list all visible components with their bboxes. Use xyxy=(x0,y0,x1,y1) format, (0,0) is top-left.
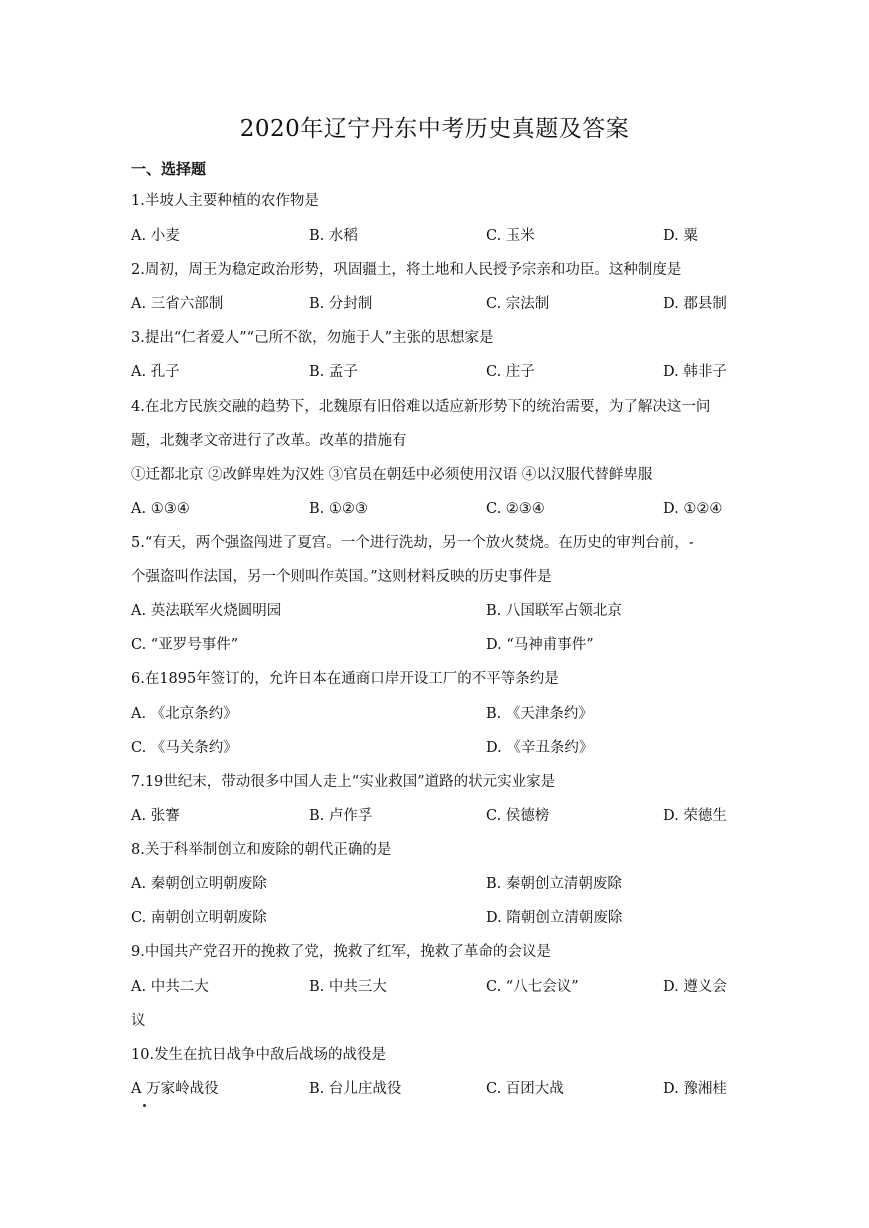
question-1-option-b: B. 水稻 xyxy=(309,228,358,244)
question-10-option-b: B. 台儿庄战役 xyxy=(309,1081,402,1097)
question-9-stem: 9.中国共产党召开的挽救了党，挽救了红军，挽救了革命的会议是 xyxy=(131,944,551,960)
question-3-option-d: D. 韩非子 xyxy=(663,364,727,380)
question-4-option-c: C. ②③④ xyxy=(486,501,545,517)
question-8-stem: 8.关于科举制创立和废除的朝代正确的是 xyxy=(131,842,392,858)
question-1-stem: 1.半坡人主要种植的农作物是 xyxy=(131,193,319,209)
question-2-option-c: C. 宗法制 xyxy=(486,296,550,312)
question-10-option-d: D. 豫湘桂 xyxy=(663,1081,727,1097)
question-5-option-c: C. “亚罗号事件” xyxy=(131,637,239,653)
question-9-option-d: D. 遵义会 xyxy=(663,979,727,995)
question-1-option-c: C. 玉米 xyxy=(486,228,535,244)
question-2-option-b: B. 分封制 xyxy=(309,296,373,312)
question-6-option-a: A. 《北京条约》 xyxy=(131,706,238,722)
question-6-stem: 6.在1895年签订的，允许日本在通商口岸开设工厂的不平等条约是 xyxy=(131,671,559,687)
question-8-option-c: C. 南朝创立明朝废除 xyxy=(131,910,267,926)
question-2-stem: 2.周初，周王为稳定政治形势，巩固疆土，将土地和人民授予宗亲和功臣。这种制度是 xyxy=(131,262,682,278)
question-6-option-d: D. 《辛丑条约》 xyxy=(486,740,594,756)
question-6-option-b: B. 《天津条约》 xyxy=(486,706,593,722)
question-9-option-d-wrap: 议 xyxy=(131,1013,146,1029)
question-5-option-b: B. 八国联军占领北京 xyxy=(486,603,622,619)
question-4-option-d: D. ①②④ xyxy=(663,501,723,517)
question-3-option-c: C. 庄子 xyxy=(486,364,535,380)
question-10-option-a: A 万家岭战役 xyxy=(131,1081,219,1097)
question-5-stem-line-2: 个强盗叫作法国，另一个则叫作英国。”这则材料反映的历史事件是 xyxy=(131,569,552,585)
question-7-stem: 7.19世纪末，带动很多中国人走上“实业救国”道路的状元实业家是 xyxy=(131,774,556,790)
question-7-option-d: D. 荣德生 xyxy=(663,808,727,824)
question-4-stem-line-1: 4.在北方民族交融的趋势下，北魏原有旧俗难以适应新形势下的统治需要，为了解决这一问 xyxy=(131,399,711,415)
question-4-stem-line-2: 题，北魏孝文帝进行了改革。改革的措施有 xyxy=(131,433,407,449)
question-5-option-a: A. 英法联军火烧圆明园 xyxy=(131,603,282,619)
question-1-option-d: D. 粟 xyxy=(663,228,698,244)
question-5-option-d: D. “马神甫事件” xyxy=(486,637,594,653)
question-4-option-b: B. ①②③ xyxy=(309,501,368,517)
question-9-option-b: B. 中共三大 xyxy=(309,979,387,995)
question-8-option-d: D. 隋朝创立清朝废除 xyxy=(486,910,623,926)
section-heading: 一、选择题 xyxy=(131,160,207,178)
question-1-option-a: A. 小麦 xyxy=(131,228,180,244)
question-8-option-b: B. 秦朝创立清朝废除 xyxy=(486,876,622,892)
stray-dot-mark xyxy=(143,1104,146,1107)
question-6-option-c: C. 《马关条约》 xyxy=(131,740,238,756)
question-3-option-a: A. 孔子 xyxy=(131,364,180,380)
question-10-stem: 10.发生在抗日战争中敌后战场的战役是 xyxy=(131,1047,387,1063)
question-2-option-a: A. 三省六部制 xyxy=(131,296,224,312)
question-7-option-a: A. 张謇 xyxy=(131,808,180,824)
question-9-option-c: C. “八七会议” xyxy=(486,979,579,995)
question-8-option-a: A. 秦朝创立明朝废除 xyxy=(131,876,267,892)
question-3-stem: 3.提出“仁者爱人”“己所不欲，勿施于人”主张的思想家是 xyxy=(131,330,494,346)
question-4-items: ①迁都北京 ②改鲜卑姓为汉姓 ③官员在朝廷中必须使用汉语 ④以汉服代替鲜卑服 xyxy=(131,467,653,483)
page-title: 2020年辽宁丹东中考历史真题及答案 xyxy=(239,116,630,142)
question-7-option-c: C. 侯德榜 xyxy=(486,808,550,824)
question-9-option-a: A. 中共二大 xyxy=(131,979,209,995)
question-2-option-d: D. 郡县制 xyxy=(663,296,727,312)
question-7-option-b: B. 卢作孚 xyxy=(309,808,373,824)
question-4-option-a: A. ①③④ xyxy=(131,501,190,517)
question-3-option-b: B. 孟子 xyxy=(309,364,358,380)
question-5-stem-line-1: 5.“有天，两个强盗闯进了夏宫。一个进行洗劫，另一个放火焚烧。在历史的审判台前，- xyxy=(131,535,694,551)
question-10-option-c: C. 百团大战 xyxy=(486,1081,564,1097)
